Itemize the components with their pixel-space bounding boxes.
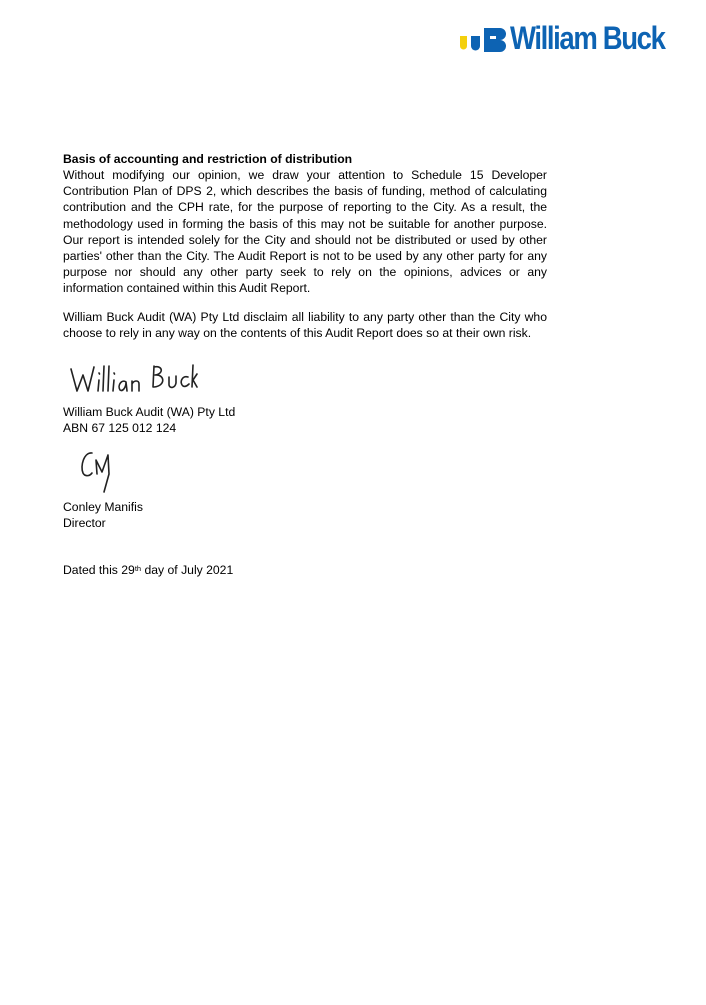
date-ordinal: th — [134, 564, 142, 573]
firm-name: William Buck Audit (WA) Pty Ltd — [63, 405, 236, 419]
date-line — [63, 562, 233, 578]
director-title: Director — [63, 516, 106, 530]
paragraph-basis: Without modifying our opinion, we draw your attention to Schedule 15 Developer Contribution Plan of DPS 2, which describes the basis of funding, method of calculating contribution and the CPH rate, for the purpose of reporting to the City. As a result, the methodology used in forming the basis of this may not be suitable for another purpose. Our report is intended solely for the City and should not be distributed or used by other parties' other than the City. The Audit Report is not to be used by any other party for any purpose nor should any other party seek to rely on the opinions, advices or any information contained within this Audit Report. — [63, 168, 547, 296]
director-name: Conley Manifis — [63, 500, 143, 514]
firm-abn: ABN 67 125 012 124 — [63, 421, 177, 435]
date-rest: day of July 2021 — [141, 563, 234, 577]
date-prefix: Dated this 29 — [63, 563, 135, 577]
director-signature — [78, 448, 120, 494]
paragraph-disclaimer: William Buck Audit (WA) Pty Ltd disclaim all liability to any party other than the City who choose to rely in any way on the contents of this Audit Report does so at their own risk. — [63, 310, 547, 341]
william-buck-logo-icon — [458, 24, 508, 54]
section-heading: Basis of accounting and restriction of distribution — [63, 152, 353, 166]
firm-signature — [68, 360, 198, 396]
william-buck-logo — [458, 22, 694, 56]
logo-text: William Buck — [510, 20, 665, 56]
